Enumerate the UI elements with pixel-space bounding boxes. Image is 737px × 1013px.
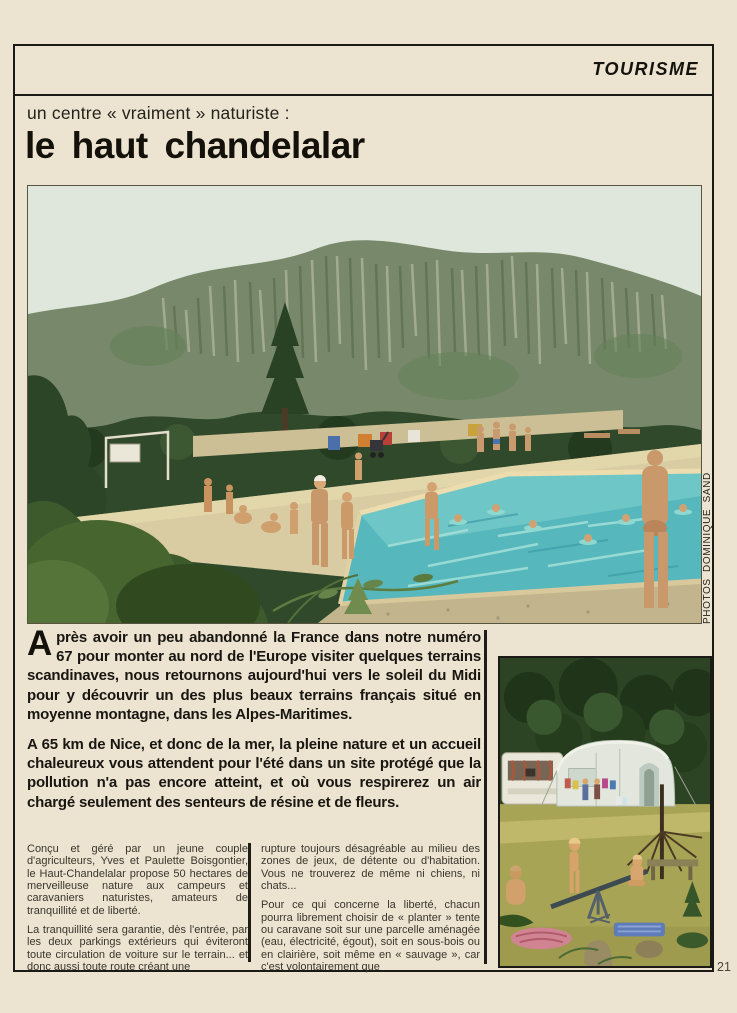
- drop-cap: A: [27, 624, 53, 663]
- main-photo-illustration: [28, 186, 701, 623]
- body-column-left: [27, 843, 248, 973]
- section-header-bar: [15, 46, 712, 96]
- intro-paragraphs: [27, 624, 481, 812]
- body-paragraph: La tranquillité sera garantie, dès l'entrée, par les deux parkings extérieurs qui éviteront toute circulation de voiture sur le terrain... et donc aussi toute route créant une: [27, 924, 248, 974]
- column-divider: [248, 843, 251, 962]
- body-paragraph: Pour ce qui concerne la liberté, chacun pourra librement choisir de « planter » tente ou caravane soit sur une parcelle aménagée (eau, électricité, égout), soit en sous-bois ou en clairière, soit même en « sauvage », car c'est volontairement que: [261, 899, 480, 974]
- page-frame: [13, 44, 714, 972]
- secondary-photo: [498, 656, 712, 968]
- intro-paragraph-1-text: près avoir un peu abandonné la France dans notre numéro 67 pour monter au nord de l'Europe visiter quelques terrains scandinaves, nous retournons aujourd'hui vers le soleil du Midi pour y découvrir un des plus beaux terrains français situé en moyenne montagne, dans les Alpes-Maritimes.: [27, 629, 481, 723]
- intro-paragraph-2: A 65 km de Nice, et donc de la mer, la pleine nature et un accueil chaleureux vous attendent pour l'été dans un site protégé que la pollution n'a pas encore atteint, et où vous respirerez un air chargé seulement des senteurs de résine et de fleurs.: [27, 736, 481, 811]
- section-label: TOURISME: [592, 59, 699, 79]
- body-column-right: [261, 843, 480, 973]
- text-photo-divider: [484, 630, 487, 964]
- secondary-photo-illustration: [500, 658, 710, 966]
- body-paragraph: Conçu et géré par un jeune couple d'agriculteurs, Yves et Paulette Boisgontier, le Haut-Chandelalar propose 50 hectares de merveilleuse nature aux campeurs et caravaniers naturistes, amateurs de tranquillité et de liberté.: [27, 843, 248, 917]
- article-kicker: un centre « vraiment » naturiste :: [27, 103, 290, 123]
- page-number: 21: [717, 960, 731, 974]
- body-paragraph: rupture toujours désagréable au milieu des zones de jeux, de détente ou d'habitation. Vous ne trouverez de même ni chiens, ni chats...: [261, 843, 480, 893]
- photo-credit: PHOTOS DOMINIQUE SAND: [702, 472, 713, 624]
- main-photo: [27, 185, 702, 624]
- intro-paragraph-1: [27, 624, 481, 724]
- article-title: le haut chandelalar: [25, 125, 365, 166]
